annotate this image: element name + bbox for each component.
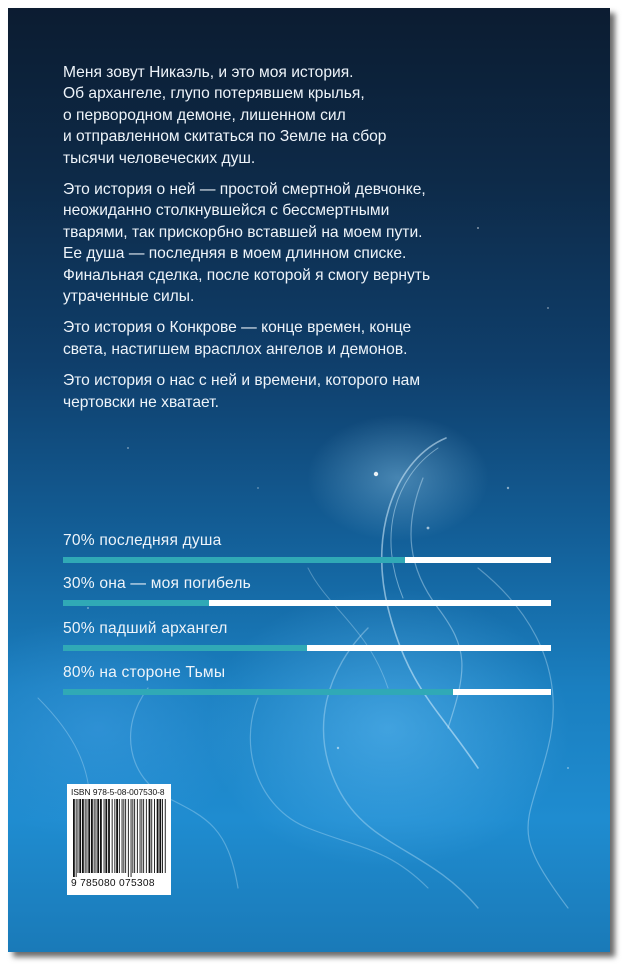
barcode-bar <box>151 799 152 873</box>
stat-bar-fill <box>63 600 209 606</box>
barcode-bar <box>140 799 141 873</box>
barcode-bar <box>87 799 88 873</box>
barcode-bar <box>114 799 115 873</box>
barcode-bar <box>85 799 86 873</box>
isbn-barcode <box>67 784 171 895</box>
barcode-bar <box>141 799 142 873</box>
barcode-bar <box>96 799 97 873</box>
blurb-paragraph: Это история о ней — простой смертной девчонке, неожиданно столкнувшейся с бессмертными тварями, так прискорбно вставшей на моем пути. Ее душа — последняя в моем длинном списке. Финальная сделка, после которой я смогу вернуть утраченные силы. <box>63 181 431 306</box>
barcode-bar <box>159 799 161 873</box>
stat-fallen-archangel <box>63 620 553 656</box>
stat-bar-fill <box>63 689 453 695</box>
barcode-bar <box>165 799 166 873</box>
stat-last-soul <box>63 532 553 568</box>
barcode-bar <box>78 799 79 873</box>
stat-bar-track <box>63 689 551 695</box>
stat-bar-fill <box>63 557 405 563</box>
barcode-bar <box>134 799 135 873</box>
barcode-bar <box>94 799 95 873</box>
barcode-bar <box>137 799 138 873</box>
barcode-bar <box>132 799 133 873</box>
stat-dark-side <box>63 664 553 700</box>
barcode-bar <box>73 799 75 877</box>
blurb-paragraph: Меня зовут Никаэль, и это моя история. Об архангеле, глупо потерявшем крылья, о первородном демоне, лишенном сил и отправленном скитаться по Земле на сбор тысячи человеческих душ. <box>63 64 387 167</box>
barcode-bar <box>125 799 126 873</box>
barcode-bar <box>123 799 124 873</box>
barcode-bar <box>97 799 99 873</box>
barcode-bar <box>82 799 84 873</box>
blurb-text <box>63 62 583 423</box>
barcode-bar <box>112 799 113 873</box>
barcode-bar <box>88 799 90 873</box>
barcode-bar <box>162 799 163 873</box>
barcode-bar <box>105 799 107 873</box>
stat-label: 70% последняя душа <box>63 532 222 549</box>
stat-label: 30% она — моя погибель <box>63 575 251 592</box>
barcode-bar <box>131 799 132 877</box>
stat-label: 50% падший архангел <box>63 620 228 637</box>
barcode-bar <box>100 799 102 873</box>
barcode-bar <box>116 799 118 873</box>
book-back-cover <box>8 8 610 952</box>
stat-bar-track <box>63 557 551 563</box>
barcode-digits: 9 785080 075308 <box>71 878 155 889</box>
barcode-bar <box>104 799 105 873</box>
blurb-paragraph: Это история о нас с ней и времени, которого нам чертовски не хватает. <box>63 372 421 411</box>
blurb-paragraph: Это история о Конкрове — конце времен, конце света, настигшем врасплох ангелов и демонов. <box>63 319 412 358</box>
stat-bar-track <box>63 645 551 651</box>
barcode-bar <box>79 799 81 873</box>
stat-my-doom <box>63 575 553 611</box>
barcode-bar <box>91 799 93 873</box>
barcode-bar <box>128 799 129 877</box>
stat-bar-fill <box>63 645 307 651</box>
stat-bar-track <box>63 600 551 606</box>
barcode-bar <box>149 799 151 873</box>
barcode-bar <box>119 799 120 873</box>
isbn-label: ISBN 978-5-08-007530-8 <box>71 787 165 797</box>
barcode-bar <box>146 799 147 873</box>
stat-label: 80% на стороне Тьмы <box>63 664 226 681</box>
barcode-bars <box>71 799 167 877</box>
barcode-bar <box>76 799 77 877</box>
barcode-bar <box>154 799 155 873</box>
barcode-bar <box>108 799 110 873</box>
barcode-bar <box>143 799 144 873</box>
barcode-bar <box>157 799 159 873</box>
barcode-bar <box>122 799 123 873</box>
